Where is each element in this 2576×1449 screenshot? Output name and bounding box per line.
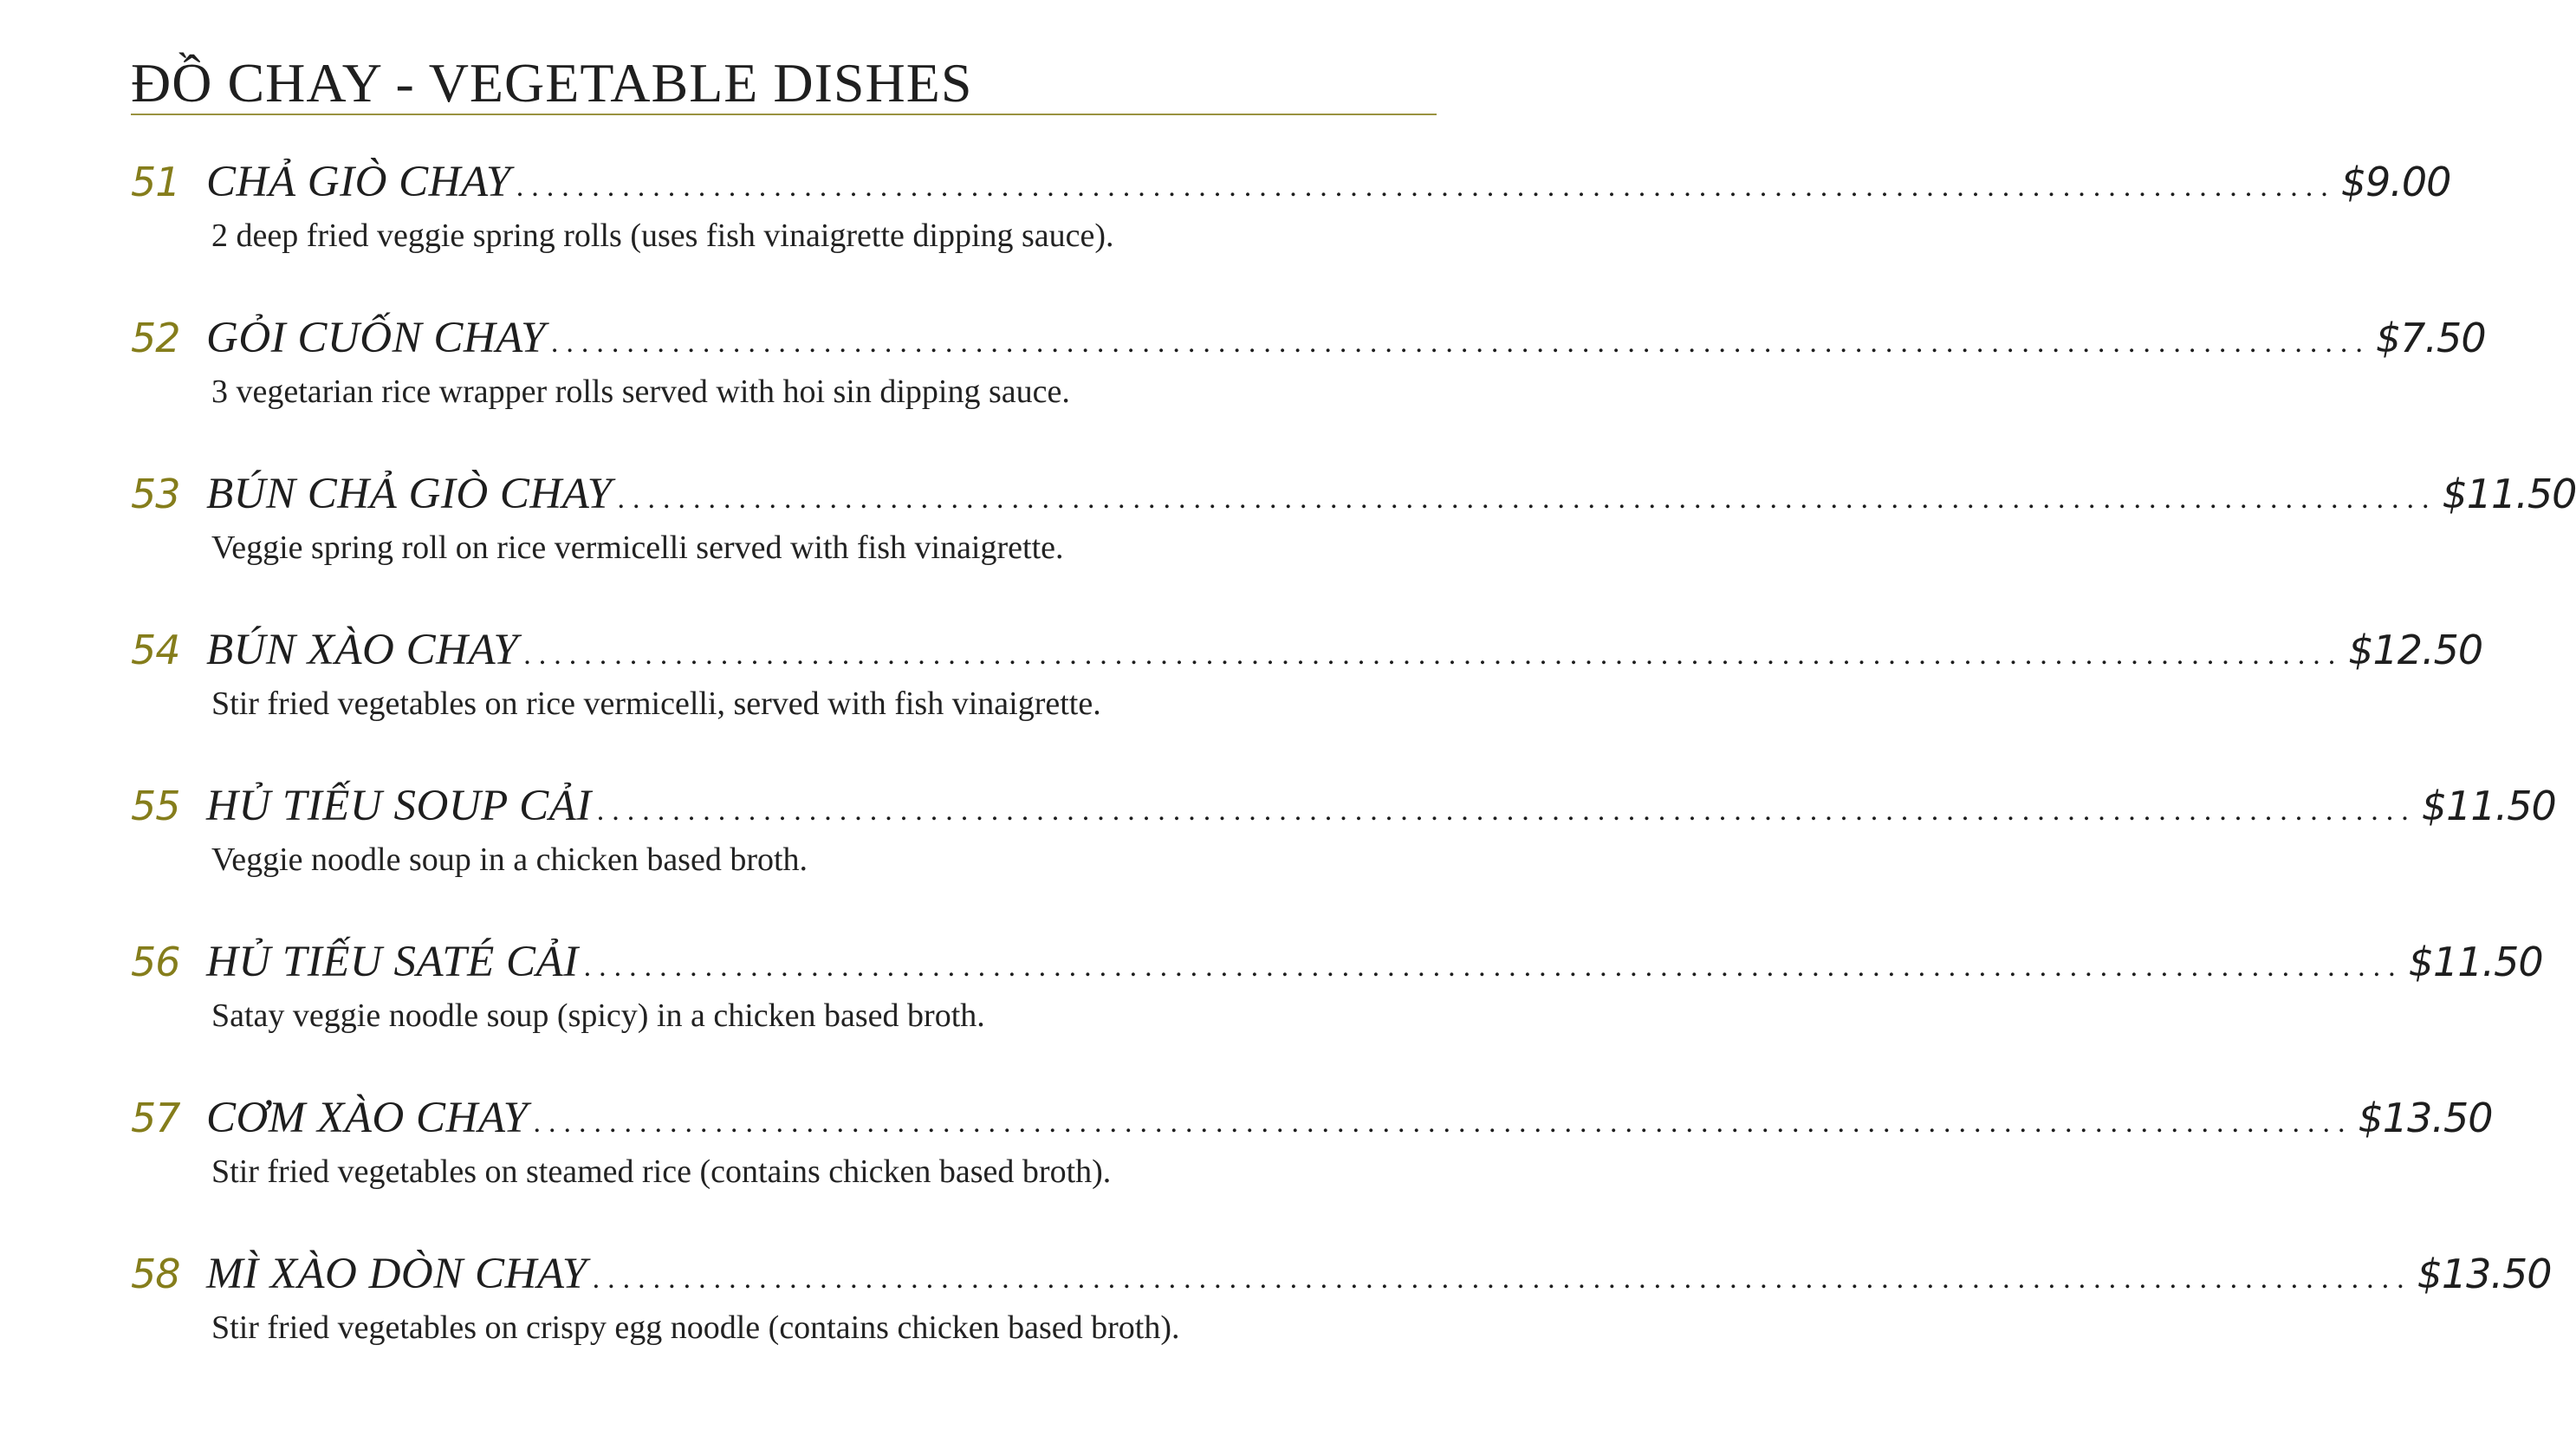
item-description: Stir fried vegetables on steamed rice (contains chicken based broth). — [211, 1153, 1112, 1190]
item-heading-line — [206, 780, 2556, 832]
item-price: $9.00 — [2340, 159, 2451, 205]
dot-leader: ........................................................................................................................ — [550, 327, 2371, 359]
item-price: $7.50 — [2375, 315, 2486, 361]
title-divider — [131, 114, 1437, 115]
item-heading-line — [206, 1248, 2552, 1300]
item-price: $11.50 — [2442, 471, 2576, 517]
menu-item — [0, 312, 2486, 459]
item-price: $11.50 — [2408, 939, 2543, 985]
dot-leader: ........................................................................................................................ — [596, 795, 2417, 827]
item-number: 57 — [131, 1095, 180, 1141]
menu-item — [0, 780, 2556, 927]
item-description: Veggie noodle soup in a chicken based broth. — [211, 841, 808, 878]
item-name: HỦ TIẾU SATÉ CẢI — [206, 938, 579, 986]
item-number: 51 — [131, 159, 180, 205]
item-number: 52 — [131, 315, 180, 361]
menu-item — [0, 156, 2451, 303]
item-number: 56 — [131, 939, 180, 985]
item-description: Veggie spring roll on rice vermicelli served with fish vinaigrette. — [211, 530, 1064, 566]
dot-leader: ........................................................................................................................ — [592, 1263, 2412, 1295]
item-name: BÚN CHẢ GIÒ CHAY — [206, 470, 613, 518]
item-name: GỎI CUỐN CHAY — [206, 314, 546, 362]
item-description: Stir fried vegetables on rice vermicelli, served with fish vinaigrette. — [211, 686, 1101, 722]
item-heading-line — [206, 1092, 2493, 1144]
item-description: 2 deep fried veggie spring rolls (uses fish vinaigrette dipping sauce). — [211, 218, 1114, 254]
item-description: Satay veggie noodle soup (spicy) in a chicken based broth. — [211, 997, 985, 1034]
item-price: $12.50 — [2348, 627, 2483, 673]
item-description: 3 vegetarian rice wrapper rolls served with hoi sin dipping sauce. — [211, 374, 1070, 410]
item-name: CƠM XÀO CHAY — [206, 1094, 529, 1142]
item-heading-line — [206, 624, 2483, 676]
item-heading-line — [206, 156, 2451, 208]
item-number: 54 — [131, 627, 180, 673]
dot-leader: ........................................................................................................................ — [617, 483, 2437, 515]
item-price: $11.50 — [2421, 783, 2556, 829]
menu-item — [0, 936, 2543, 1083]
item-name: BÚN XÀO CHAY — [206, 626, 519, 674]
item-number: 55 — [131, 783, 180, 829]
item-price: $13.50 — [2358, 1095, 2493, 1141]
menu-item — [0, 1248, 2552, 1395]
item-name: CHẢ GIÒ CHAY — [206, 158, 511, 206]
dot-leader: ........................................................................................................................ — [533, 1107, 2353, 1139]
item-heading-line — [206, 312, 2486, 364]
dot-leader: ........................................................................................................................ — [583, 951, 2404, 983]
item-name: MÌ XÀO DÒN CHAY — [206, 1250, 587, 1298]
item-heading-line — [206, 468, 2576, 520]
item-description: Stir fried vegetables on crispy egg noodle (contains chicken based broth). — [211, 1309, 1180, 1346]
item-price: $13.50 — [2417, 1251, 2552, 1297]
section-title: ĐỒ CHAY - VEGETABLE DISHES — [131, 52, 973, 114]
dot-leader: ........................................................................................................................ — [516, 171, 2336, 203]
item-name: HỦ TIẾU SOUP CẢI — [206, 782, 592, 830]
menu-item — [0, 1092, 2493, 1239]
item-heading-line — [206, 936, 2543, 988]
dot-leader: ........................................................................................................................ — [523, 639, 2344, 671]
item-number: 53 — [131, 471, 180, 517]
menu-item — [0, 468, 2576, 615]
item-number: 58 — [131, 1251, 180, 1297]
menu-item — [0, 624, 2483, 771]
